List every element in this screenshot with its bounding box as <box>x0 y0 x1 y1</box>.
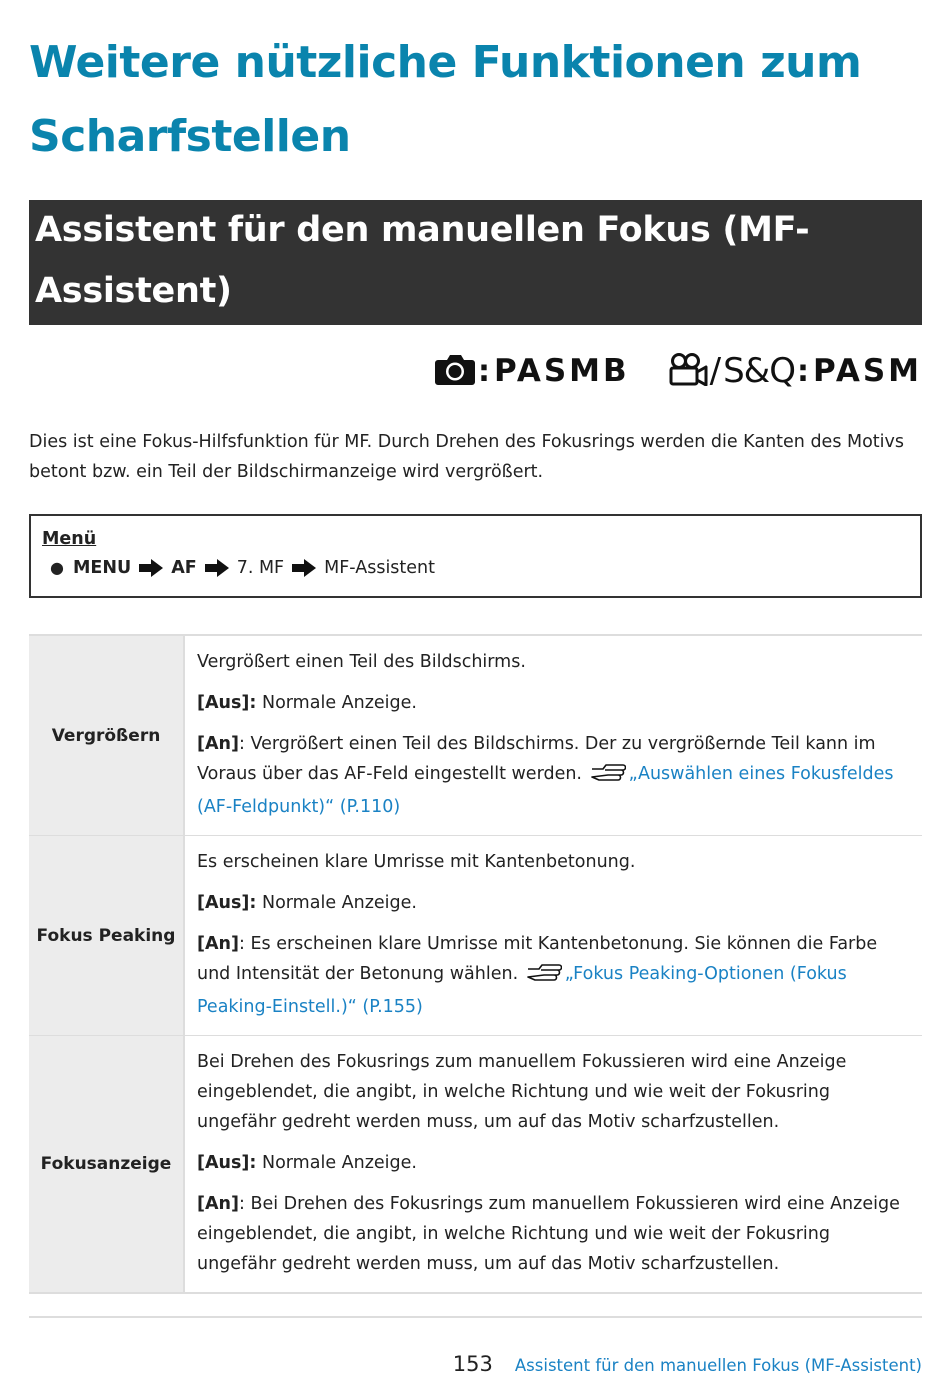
setting-name-fokusanzeige: Fokusanzeige <box>29 1036 184 1294</box>
arrow-right-icon <box>138 558 164 578</box>
sq-label: S&Q <box>723 351 795 391</box>
option-on <box>197 729 910 822</box>
menu-heading: Menü <box>42 529 97 549</box>
setting-desc-vergroessern <box>184 635 922 836</box>
still-mode-letters: PASMB <box>493 353 630 389</box>
option-text: : Es erscheinen klare Umrisse mit Kantenbetonung. Sie können die Farbe und Intensität der Betonung wählen. <box>197 934 878 984</box>
option-off <box>197 688 910 718</box>
menu-path-step: MENU <box>72 558 132 578</box>
menu-box <box>29 514 922 598</box>
option-on <box>197 1189 910 1279</box>
modes-colon: : <box>796 353 809 389</box>
setting-name-peaking: Fokus Peaking <box>29 836 184 1036</box>
pointing-hand-icon <box>526 962 562 992</box>
menu-path-step: 7. MF <box>236 558 285 578</box>
arrow-right-icon <box>291 558 317 578</box>
option-label: [Aus]: <box>197 1153 257 1173</box>
option-text: : Bei Drehen des Fokusrings zum manuellem Fokussieren wird eine Anzeige eingeblendet, die angibt, in welche Richtung und wie weit der Fokusring ungefähr gedreht werden muss, um auf das Motiv scharfzustellen. <box>197 1194 900 1274</box>
bullet: ● <box>50 558 64 577</box>
section-title: Assistent für den manuellen Fokus (MF-Assistent) <box>35 210 810 311</box>
still-modes <box>434 352 630 390</box>
modes-separator: / <box>709 351 722 391</box>
option-label: [An] <box>197 934 239 954</box>
option-text: Normale Anzeige. <box>262 1153 417 1173</box>
page-title: Weitere nützliche Funktionen zum Scharfstellen <box>29 37 862 162</box>
intro-paragraph: Dies ist eine Fokus-Hilfsfunktion für MF. Durch Drehen des Fokusrings werden die Kanten des Motivs betont bzw. ein Teil der Bildschirmanzeige wird vergrößert. <box>29 432 904 482</box>
table-row <box>29 635 922 836</box>
section-banner <box>29 200 922 325</box>
video-mode-letters: PASM <box>812 353 922 389</box>
setting-summary: Bei Drehen des Fokusrings zum manuellem Fokussieren wird eine Anzeige eingeblendet, die angibt, in welche Richtung und wie weit der Fokusring ungefähr gedreht werden muss, um auf das Motiv scharfzustellen. <box>197 1052 847 1132</box>
video-modes <box>668 351 922 391</box>
option-off <box>197 888 910 918</box>
option-label: [An] <box>197 734 239 754</box>
table-row <box>29 1036 922 1294</box>
pointing-hand-icon <box>590 762 626 792</box>
reference-link[interactable]: „Auswählen eines Fokusfeldes (AF-Feldpunkt)“ (P.110) <box>197 764 894 817</box>
page-footer <box>453 1352 922 1376</box>
setting-desc-peaking <box>184 836 922 1036</box>
option-text: : Vergrößert einen Teil des Bildschirms. Der zu vergrößernde Teil kann im Voraus über das AF-Feld eingestellt werden. <box>197 734 876 784</box>
menu-path <box>42 553 909 583</box>
table-row <box>29 836 922 1036</box>
movie-camera-icon <box>668 352 708 390</box>
option-on <box>197 929 910 1022</box>
camera-icon <box>434 352 476 390</box>
option-label: [Aus]: <box>197 693 257 713</box>
option-text: Normale Anzeige. <box>262 693 417 713</box>
menu-path-step: AF <box>171 558 197 578</box>
running-head-link[interactable]: Assistent für den manuellen Fokus (MF-Assistent) <box>514 1356 922 1375</box>
settings-table <box>29 634 922 1294</box>
option-off <box>197 1148 910 1178</box>
page-number: 153 <box>452 1352 493 1376</box>
setting-summary: Vergrößert einen Teil des Bildschirms. <box>197 652 526 672</box>
option-text: Normale Anzeige. <box>262 893 417 913</box>
menu-path-step: MF-Assistent <box>324 558 436 578</box>
setting-name-vergroessern: Vergrößern <box>29 635 184 836</box>
arrow-right-icon <box>204 558 230 578</box>
shooting-modes <box>434 348 922 394</box>
modes-colon: : <box>477 353 490 389</box>
option-label: [An] <box>197 1194 239 1214</box>
footer-divider <box>29 1316 922 1318</box>
setting-desc-fokusanzeige <box>184 1036 922 1294</box>
reference-link[interactable]: „Fokus Peaking-Optionen (Fokus Peaking-Einstell.)“ (P.155) <box>197 964 847 1017</box>
option-label: [Aus]: <box>197 893 257 913</box>
setting-summary: Es erscheinen klare Umrisse mit Kantenbetonung. <box>197 852 636 872</box>
